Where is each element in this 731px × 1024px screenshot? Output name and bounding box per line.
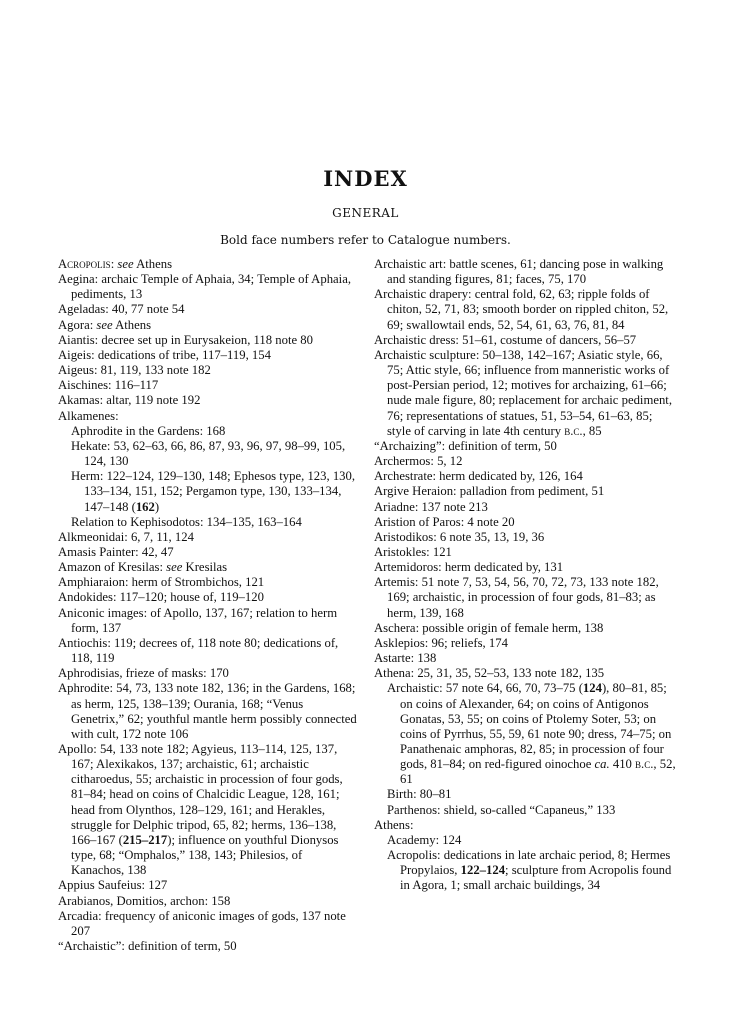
index-entry: Aiantis: decree set up in Eurysakeion, 118 note 80 [58, 332, 313, 347]
index-entry: Amphiaraion: herm of Strombichos, 121 [58, 575, 265, 590]
index-entry: Apollo: 54, 133 note 182; Agyieus, 113–114, 125, 137, 167; Alexikakos, 137; archaistic, 61; archaistic citharoedus, 55; archaistic in procession of four gods, 81–84; head on coins of Chalcidic League, 128, 161; head from Olynthos, 128–129, 161; and Herakles, struggle for Delphic tripod, 65, 82; herms, 136–138, 166–167 (215–217); influence on youthful Dionysos type, 68; “Omphalos,” 138, 143; Philesios, of Kanachos, 138 [58, 742, 343, 878]
index-entry: Archaistic dress: 51–61, costume of dancers, 56–57 [374, 332, 637, 347]
index-subentry: Parthenos: shield, so-called “Capaneus,” 133 [387, 802, 616, 817]
index-subentry: Archaistic: 57 note 64, 66, 70, 73–75 (124), 80–81, 85; on coins of Alexander, 64; on coins of Antigonos Gonatas, 53, 55; on coins of Ptolemy Soter, 53; on coins of Pyrrhus, 55, 59, 61 note 90; dress, 74–75; on Panathenaic amphoras, 82, 85; in procession of four gods, 81–84; on red-figured oinochoe ca. 410 b.c., 52, 61 [387, 681, 676, 787]
index-entry: Arabianos, Domitios, archon: 158 [58, 893, 231, 908]
index-entry: Aphrodisias, frieze of masks: 170 [58, 666, 229, 681]
index-entry: Archaistic art: battle scenes, 61; dancing pose in walking and standing figures, 81; faces, 75, 170 [374, 257, 664, 287]
index-entry: Antiochis: 119; decrees of, 118 note 80; dedications of, 118, 119 [58, 635, 339, 666]
index-subentry: Relation to Kephisodotos: 134–135, 163–164 [71, 514, 302, 529]
index-entry: Arcadia: frequency of aniconic images of gods, 137 note 207 [58, 908, 346, 938]
index-subentry: Acropolis: dedications in late archaic period, 8; Hermes Propylaios, 122–124; sculpture from Acropolis found in Agora, 1; small archaic buildings, 34 [387, 848, 672, 893]
index-entry: Archermos: 5, 12 [374, 454, 463, 469]
bold-numbers-note: Bold face numbers refer to Catalogue numbers. [220, 233, 511, 247]
index-entry: Argive Heraion: palladion from pediment, 51 [374, 484, 605, 499]
index-entry: Aristodikos: 6 note 35, 13, 19, 36 [374, 529, 545, 544]
index-entry: Artemidoros: herm dedicated by, 131 [374, 560, 564, 575]
index-entry: Amasis Painter: 42, 47 [58, 544, 174, 559]
index-entry: Archaistic drapery: central fold, 62, 63; ripple folds of chiton, 52, 71, 83; smooth border on rippled chiton, 52, 69; swallowtail ends, 52, 54, 61, 63, 76, 81, 84 [374, 287, 669, 332]
index-entry: Ariadne: 137 note 213 [374, 499, 488, 514]
index-entry: Aegina: archaic Temple of Aphaia, 34; Temple of Aphaia, pediments, 13 [58, 272, 351, 302]
index-entry: Archaistic sculpture: 50–138, 142–167; Asiatic style, 66, 75; Attic style, 66; influence from manneristic works of post-Persian period, 12; motives for archaizing, 61–66; nude male figure, 80; replacement for archaic pediment, 76; representations of statues, 51, 53–54, 61–63, 85; style of carving in late 4th century b.c., 85 [374, 347, 672, 438]
index-entry: Aigeis: dedications of tribe, 117–119, 154 [58, 347, 271, 362]
index-entry: Aphrodite: 54, 73, 133 note 182, 136; in the Gardens, 168; as herm, 125, 138–139; Ourania, 168; “Venus Genetrix,” 62; youthful mantle herm possibly connected with cult, 172 note 106 [58, 681, 357, 741]
index-entry: Asklepios: 96; reliefs, 174 [374, 635, 508, 650]
index-entry: Andokides: 117–120; house of, 119–120 [58, 590, 264, 605]
page-title: INDEX [323, 166, 408, 191]
index-entry: Aristion of Paros: 4 note 20 [374, 514, 515, 529]
index-entry: Akamas: altar, 119 note 192 [58, 393, 201, 408]
index-entry: Alkmeonidai: 6, 7, 11, 124 [58, 529, 194, 544]
index-entry: Alkamenes: [58, 408, 119, 423]
index-entry: Agora: see Athens [58, 317, 152, 332]
index-entry: Archestrate: herm dedicated by, 126, 164 [374, 469, 583, 484]
index-subentry: Hekate: 53, 62–63, 66, 86, 87, 93, 96, 97, 98–99, 105, 124, 130 [71, 438, 346, 469]
index-column-left [58, 257, 358, 954]
index-subentry: Aphrodite in the Gardens: 168 [71, 423, 226, 438]
index-entry: Ageladas: 40, 77 note 54 [58, 302, 185, 317]
index-entry: Aristokles: 121 [374, 544, 452, 559]
index-entry: Athena: 25, 31, 35, 52–53, 133 note 182, 135 [374, 666, 605, 681]
index-entry: Aschera: possible origin of female herm, 138 [374, 620, 604, 635]
index-entry: “Archaizing”: definition of term, 50 [374, 438, 557, 453]
index-entry: Astarte: 138 [374, 651, 437, 666]
index-entry: “Archaistic”: definition of term, 50 [58, 939, 237, 954]
index-entry: Aigeus: 81, 119, 133 note 182 [58, 363, 211, 378]
index-subentry: Academy: 124 [387, 832, 462, 847]
index-column-right [374, 257, 677, 894]
index-entry: Acropolis: see Athens [58, 257, 173, 271]
index-entry: Aniconic images: of Apollo, 137, 167; relation to herm form, 137 [58, 605, 338, 635]
index-entry: Appius Saufeius: 127 [58, 878, 168, 893]
index-entry: Amazon of Kresilas: see Kresilas [58, 560, 228, 575]
index-entry: Artemis: 51 note 7, 53, 54, 56, 70, 72, 73, 133 note 182, 169; archaistic, in procession of four gods, 81–83; as herm, 139, 168 [374, 575, 659, 620]
index-entry: Athens: [374, 817, 414, 832]
index-entry: Aischines: 116–117 [58, 378, 159, 393]
index-subentry: Birth: 80–81 [387, 787, 452, 802]
section-heading: GENERAL [332, 206, 399, 220]
index-subentry: Herm: 122–124, 129–130, 148; Ephesos type, 123, 130, 133–134, 151, 152; Pergamon type, 130, 133–134, 147–148 (162) [71, 469, 356, 514]
